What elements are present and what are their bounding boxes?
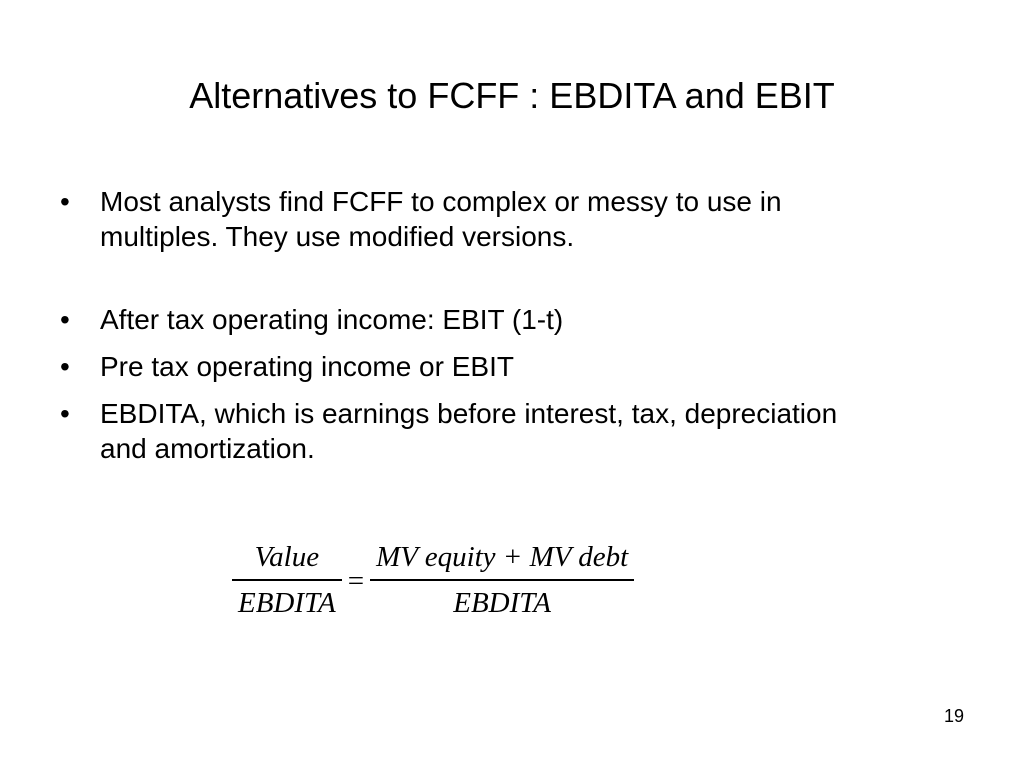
bullet-text: Pre tax operating income or EBIT — [100, 351, 514, 382]
right-fraction — [370, 536, 634, 624]
bullet-text: After tax operating income: EBIT (1-t) — [100, 304, 564, 335]
bullet-icon: • — [60, 398, 70, 429]
right-numerator: MV equity + MV debt — [376, 541, 629, 573]
right-denominator: EBDITA — [453, 586, 551, 619]
bullet-list — [60, 184, 860, 478]
bullet-text: Most analysts find FCFF to complex or messy to use in multiples. They use modified versions. — [100, 186, 782, 252]
bullet-icon: • — [60, 186, 70, 217]
page-number: 19 — [943, 706, 964, 726]
equals-sign: = — [347, 565, 365, 598]
bullet-icon: • — [60, 351, 70, 382]
bullet-item — [60, 349, 860, 384]
left-denominator: EBDITA — [238, 586, 336, 619]
bullet-item — [60, 184, 860, 254]
left-numerator: Value — [254, 541, 320, 573]
bullet-text: EBDITA, which is earnings before interest, tax, depreciation and amortization. — [100, 398, 838, 464]
bullet-item — [60, 302, 860, 337]
valuation-formula — [232, 536, 634, 624]
bullet-icon: • — [60, 304, 70, 335]
bullet-item — [60, 396, 860, 466]
fraction-bar — [370, 579, 634, 581]
slide-title: Alternatives to FCFF : EBDITA and EBIT — [189, 75, 835, 116]
left-fraction — [232, 536, 342, 624]
fraction-bar — [232, 579, 342, 581]
